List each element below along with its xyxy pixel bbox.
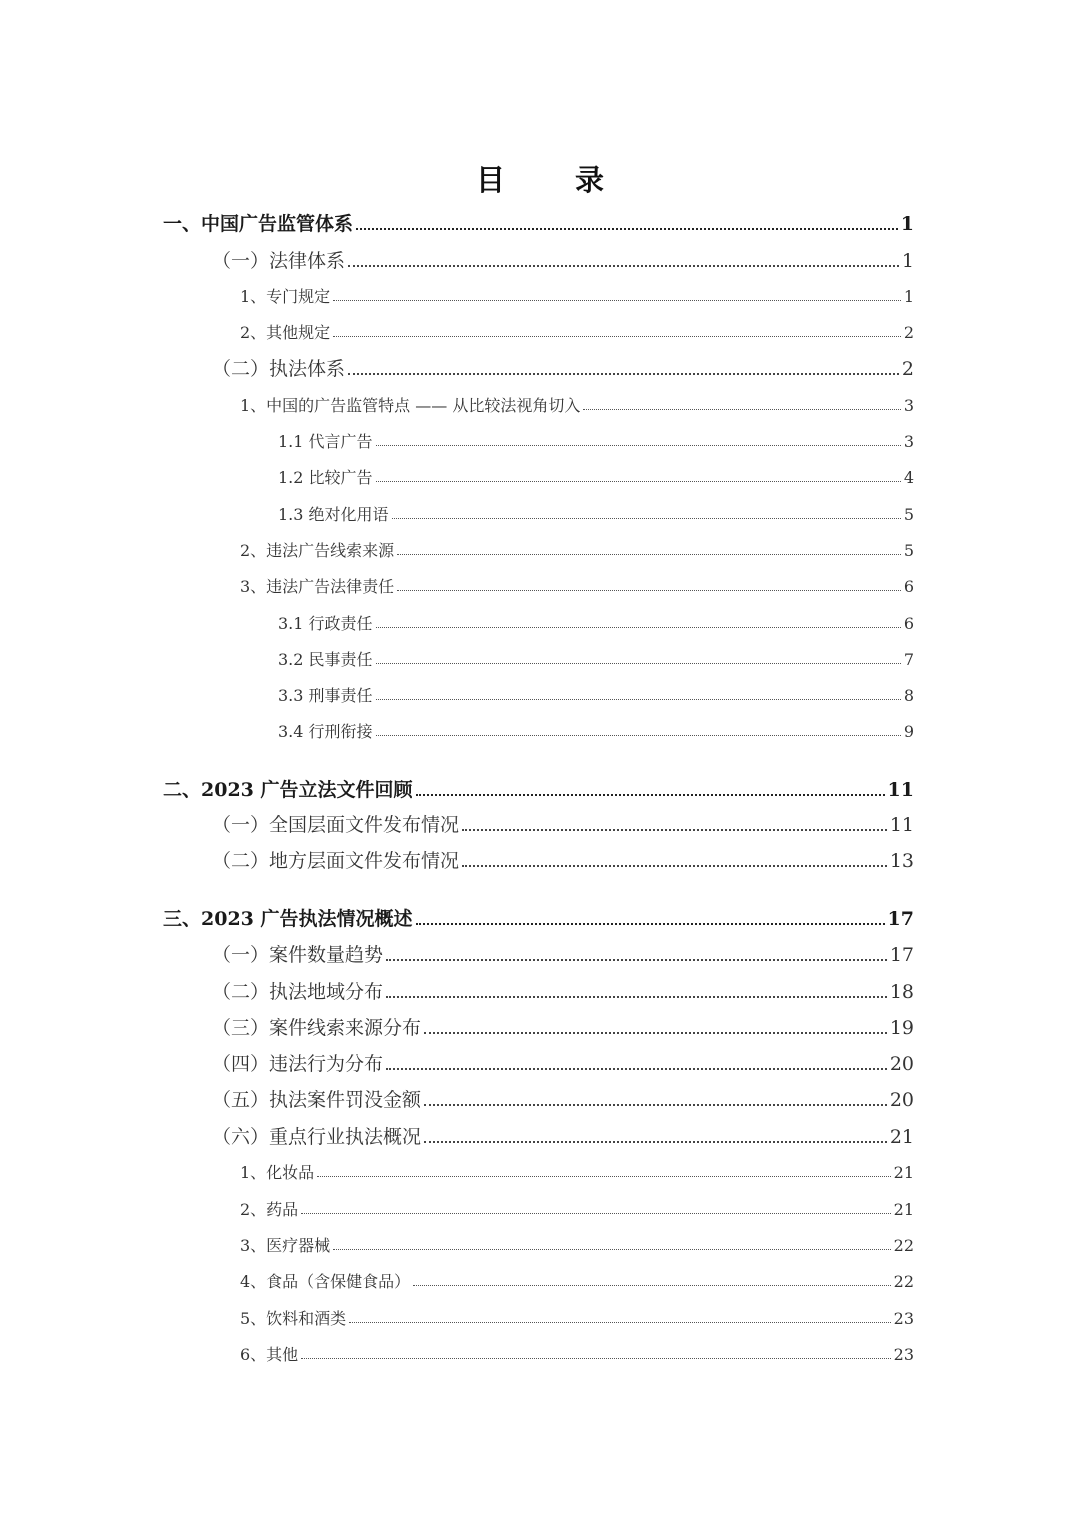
toc-entry-page: 6 [903,577,914,596]
toc-entry[interactable] [240,1165,914,1181]
toc-entry-label: （五）执法案件罚没金额 [212,1089,422,1111]
toc-leader [424,1141,887,1143]
toc-leader [348,373,899,375]
toc-leader [356,228,898,230]
toc-entry-page: 11 [887,779,914,801]
toc-entry-label: 3.3 刑事责任 [278,686,373,705]
toc-entry[interactable] [278,616,914,632]
toc-entry-label: （一）全国层面文件发布情况 [212,814,460,836]
toc-leader [376,735,901,736]
toc-entry[interactable] [212,1091,914,1110]
toc-entry-label: （六）重点行业执法概况 [212,1126,422,1148]
toc-entry-page: 22 [893,1272,914,1291]
toc-entry-page: 23 [893,1345,914,1364]
toc-leader [301,1213,890,1214]
toc-entry-page: 1 [903,287,914,306]
toc-leader [301,1358,890,1359]
toc-entry-page: 21 [893,1163,914,1182]
toc-entry[interactable] [212,983,914,1002]
toc-entry-label: 1、中国的广告监管特点 —— 从比较法视角切入 [240,396,581,415]
toc-entry-label: （一）法律体系 [212,250,346,272]
toc-entry-page: 13 [889,850,914,872]
toc-entry-label: （三）案件线索来源分布 [212,1017,422,1039]
toc-entry-label: （二）执法地域分布 [212,981,384,1003]
toc-entry-page: 2 [903,323,914,342]
toc-leader [413,1285,890,1286]
toc-leader [386,959,887,961]
toc-leader [333,336,901,337]
toc-entry[interactable] [240,1238,914,1254]
toc-entry-page: 11 [889,814,914,836]
toc-entry-page: 22 [893,1236,914,1255]
toc-entry[interactable] [240,1347,914,1363]
toc-entry-label: 1、专门规定 [240,287,331,306]
toc-entry-page: 21 [893,1200,914,1219]
toc-entry[interactable] [212,816,914,835]
toc-entry-label: 2、其他规定 [240,323,331,342]
toc-entry-page: 17 [887,908,914,930]
toc-entry-label: （一）案件数量趋势 [212,944,384,966]
toc-entry[interactable] [240,579,914,595]
toc-entry-label: （二）地方层面文件发布情况 [212,850,460,872]
toc-entry-label: 3、违法广告法律责任 [240,577,395,596]
toc-entry-page: 1 [900,213,914,235]
toc-entry-label: 5、饮料和酒类 [240,1309,347,1328]
toc-entry-page: 20 [889,1053,914,1075]
toc-entry-label: 2、药品 [240,1200,299,1219]
toc-leader [424,1104,887,1106]
toc-leader [333,1249,890,1250]
toc-entry-page: 6 [903,614,914,633]
toc-entry-label: 4、食品（含保健食品） [240,1272,411,1291]
toc-entry-label: 1、化妆品 [240,1163,315,1182]
toc-entry-label: 1.1 代言广告 [278,432,373,451]
toc-entry[interactable] [212,360,914,379]
toc-entry-label: （二）执法体系 [212,358,346,380]
toc-entry-page: 5 [903,541,914,560]
toc-entry-page: 9 [903,722,914,741]
toc-entry-page: 1 [901,250,914,272]
toc-entry-page: 18 [889,981,914,1003]
toc-entry-label: 3.4 行刑衔接 [278,722,373,741]
toc-entry[interactable] [278,434,914,450]
toc-leader [376,445,901,446]
toc-entry[interactable] [212,252,914,271]
toc-entry-page: 17 [889,944,914,966]
page-title: 目 录 [475,163,635,197]
toc-entry[interactable] [240,1274,914,1290]
toc-leader [349,1322,890,1323]
toc-entry-page: 3 [903,396,914,415]
toc-entry[interactable] [240,1202,914,1218]
toc-entry[interactable] [163,781,914,800]
toc-entry[interactable] [278,724,914,740]
toc-entry-page: 19 [889,1017,914,1039]
toc-entry[interactable] [278,507,914,523]
toc-leader [397,590,901,591]
toc-entry[interactable] [240,325,914,341]
toc-entry-page: 21 [889,1126,914,1148]
toc-leader [583,409,900,410]
toc-leader [416,923,885,925]
toc-entry[interactable] [240,1311,914,1327]
toc-leader [348,265,899,267]
toc-entry[interactable] [212,852,914,871]
toc-leader [376,627,901,628]
toc-entry[interactable] [278,652,914,668]
toc-leader [424,1032,887,1034]
toc-entry[interactable] [212,1055,914,1074]
toc-leader [386,1068,887,1070]
toc-leader [376,481,901,482]
toc-leader [392,518,901,519]
toc-entry-page: 4 [903,468,914,487]
toc-entry[interactable] [240,398,914,414]
toc-entry-label: 6、其他 [240,1345,299,1364]
toc-entry-page: 2 [901,358,914,380]
toc-entry-page: 5 [903,505,914,524]
toc-entry-label: 3.1 行政责任 [278,614,373,633]
toc-entry[interactable] [163,910,914,929]
toc-leader [462,865,887,867]
toc-entry-label: 三、2023 广告执法情况概述 [163,908,413,930]
toc-entry-page: 3 [903,432,914,451]
toc-entry-label: 一、中国广告监管体系 [163,213,354,235]
toc-entry[interactable] [240,543,914,559]
toc-entry-label: 3、医疗器械 [240,1236,331,1255]
toc-entry[interactable] [212,1128,914,1147]
toc-leader [462,829,887,831]
toc-entry[interactable] [278,688,914,704]
toc-entry[interactable] [163,215,914,234]
toc-entry-page: 23 [893,1309,914,1328]
toc-entry[interactable] [240,289,914,305]
toc-entry[interactable] [212,1019,914,1038]
toc-leader [386,996,887,998]
toc-entry-page: 7 [903,650,914,669]
toc-leader [317,1176,890,1177]
toc-leader [376,663,901,664]
toc-entry[interactable] [278,470,914,486]
toc-leader [333,300,901,301]
toc-entry-label: 1.2 比较广告 [278,468,373,487]
toc-leader [416,794,885,796]
toc-entry-page: 20 [889,1089,914,1111]
toc-entry-label: 2、违法广告线索来源 [240,541,395,560]
toc-entry-label: 1.3 绝对化用语 [278,505,389,524]
toc-entry-label: 3.2 民事责任 [278,650,373,669]
toc-leader [376,699,901,700]
toc-entry[interactable] [212,946,914,965]
toc-entry-label: （四）违法行为分布 [212,1053,384,1075]
toc-entry-page: 8 [903,686,914,705]
toc-entry-label: 二、2023 广告立法文件回顾 [163,779,413,801]
toc-leader [397,554,901,555]
